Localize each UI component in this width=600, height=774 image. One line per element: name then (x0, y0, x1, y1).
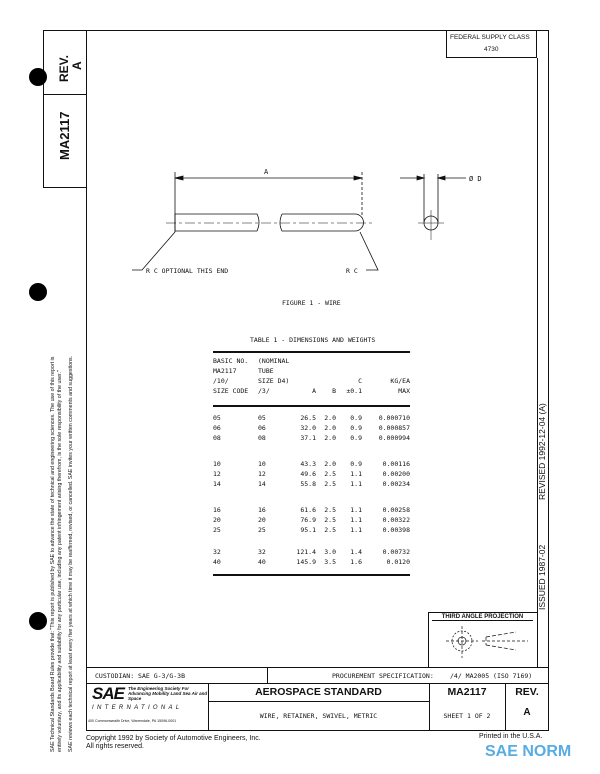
table-cell: 1.1 (350, 526, 362, 534)
table-cell: 37.1 (300, 434, 316, 442)
table-bottom-rule (213, 574, 410, 576)
title-rev-label: REV. (515, 686, 539, 698)
side-rev-label: REV. A (57, 55, 84, 82)
table-cell: 0.00116 (382, 460, 410, 468)
sae-tagline: The Engineering Society For Advancing Mobility Land Sea Air and Space (128, 686, 208, 701)
table-cell: 2.5 (324, 480, 336, 488)
table-header-cell: TUBE (258, 367, 274, 375)
table-cell: 08 (258, 434, 266, 442)
table-cell: 16 (258, 506, 266, 514)
table-cell: 1.1 (350, 516, 362, 524)
table-cell: 32.0 (300, 424, 316, 432)
table-cell: 25 (258, 526, 266, 534)
wire-right-segment (280, 214, 364, 231)
table-cell: 16 (213, 506, 221, 514)
table-header-cell: (NOMINAL (258, 357, 290, 365)
table-cell: 0.00258 (382, 506, 410, 514)
table-header-cell: /10/ (213, 377, 229, 385)
table-cell: 2.5 (324, 470, 336, 478)
table-header-cell: A (312, 387, 316, 395)
side-doc-number: MA2117 (57, 111, 72, 160)
table-header-cell: MA2117 (213, 367, 237, 375)
table-cell: 06 (258, 424, 266, 432)
table-cell: 20 (213, 516, 221, 524)
table-header-cell: BASIC NO. (213, 357, 249, 365)
arrow-right (354, 176, 362, 180)
d-arrow-left (417, 176, 424, 180)
table-cell: 2.5 (324, 526, 336, 534)
table-cell: 05 (258, 414, 266, 422)
table-cell: 2.0 (324, 460, 336, 468)
table-cell: 1.4 (350, 548, 362, 556)
leader-left (132, 232, 175, 270)
table-cell: 43.3 (300, 460, 316, 468)
table-cell: 32 (258, 548, 266, 556)
leader-right (360, 232, 378, 270)
table-cell: 2.0 (324, 434, 336, 442)
sae-address: 400 Commonwealth Drive, Warrendale, PA 15096-0001 (88, 719, 177, 723)
table-cell: 0.9 (350, 414, 362, 422)
table-header-cell: SIZE D4) (258, 377, 290, 385)
table-cell: 76.9 (300, 516, 316, 524)
table-cell: 25 (213, 526, 221, 534)
rc-left-label: R C OPTIONAL THIS END (146, 267, 229, 275)
title-doc-number: MA2117 (447, 686, 487, 698)
table-cell: 145.9 (296, 558, 316, 566)
table-cell: 0.00200 (382, 470, 410, 478)
document-subtitle: WIRE, RETAINER, SWIVEL, METRIC (259, 712, 378, 720)
sae-logo: SAE (92, 684, 124, 703)
revised-date: REVISED 1992-12-04 (A) (537, 403, 547, 500)
table-cell: 61.6 (300, 506, 316, 514)
table-header-rule (213, 405, 410, 407)
dim-d-label: Ø D (469, 175, 482, 183)
custodian: CUSTODIAN: SAE G-3/G-3B (95, 672, 186, 680)
table-cell: 3.5 (324, 558, 336, 566)
table-cell: 14 (213, 480, 221, 488)
table-cell: 0.000994 (378, 434, 410, 442)
table-cell: 1.1 (350, 506, 362, 514)
table-cell: 40 (213, 558, 221, 566)
table-cell: 0.9 (350, 460, 362, 468)
table-cell: 3.0 (324, 548, 336, 556)
table-cell: 14 (258, 480, 266, 488)
table-cell: 1.6 (350, 558, 362, 566)
third-angle-symbol-icon (428, 624, 536, 668)
table-cell: 32 (213, 548, 221, 556)
federal-supply-value: 4730 (484, 46, 499, 53)
table-cell: 40 (258, 558, 266, 566)
d-arrow-right (438, 176, 445, 180)
table-header-cell: MAX (398, 387, 410, 395)
sheet-number: SHEET 1 OF 2 (443, 712, 491, 720)
title-rev-value: A (523, 707, 531, 718)
table-cell: 2.5 (324, 516, 336, 524)
table-header-cell: ±0.1 (346, 387, 362, 395)
table-cell: 0.00322 (382, 516, 410, 524)
table-header-cell: /3/ (258, 387, 270, 395)
procurement-value: /4/ MA2005 (ISO 7169) (450, 672, 533, 680)
table-cell: 0.9 (350, 434, 362, 442)
federal-supply-label: FEDERAL SUPPLY CLASS (450, 34, 530, 41)
custodian-divider (267, 667, 268, 684)
table-cell: 10 (258, 460, 266, 468)
table-cell: 08 (213, 434, 221, 442)
side-notice: SAE Technical Standards Board Rules provide that: "This report is published by SAE to advance the state of technical and engineering sciences. The use of this report is entirely voluntary, and its applicability and suitability for any particular use, including any patent infringement arising therefrom, is the sole responsibility of the user." SAE reviews each technical report at least every five years at which time it may be reaffirmed, revised, or cancelled. SAE invites your written comments and suggestions. (50, 355, 74, 752)
table-cell: 12 (213, 470, 221, 478)
table-cell: 2.0 (324, 414, 336, 422)
table-cell: 0.00398 (382, 526, 410, 534)
table-cell: 121.4 (296, 548, 316, 556)
printed-in: Printed in the U.S.A. (479, 733, 543, 740)
table-header-cell: C (358, 377, 362, 385)
dim-a-label: A (264, 168, 269, 176)
table-cell: 0.9 (350, 424, 362, 432)
table-cell: 26.5 (300, 414, 316, 422)
rc-right-label: R C (346, 267, 358, 275)
table-cell: 55.8 (300, 480, 316, 488)
issued-date: ISSUED 1987-02 (537, 544, 547, 610)
document-heading: AEROSPACE STANDARD (255, 686, 382, 698)
sae-international: INTERNATIONAL (92, 705, 183, 711)
table-cell: 95.1 (300, 526, 316, 534)
table-cell: 1.1 (350, 480, 362, 488)
procurement-label: PROCUREMENT SPECIFICATION: (332, 672, 434, 680)
table-cell: 0.000857 (378, 424, 410, 432)
table-header-cell: SIZE CODE (213, 387, 249, 395)
table-title: TABLE 1 - DIMENSIONS AND WEIGHTS (250, 336, 376, 344)
table-cell: 2.5 (324, 506, 336, 514)
table-cell: 10 (213, 460, 221, 468)
table-cell: 12 (258, 470, 266, 478)
table-cell: 20 (258, 516, 266, 524)
title-row-divider (208, 701, 429, 702)
copyright: Copyright 1992 by Society of Automotive Engineers, Inc. All rights reserved. (86, 735, 261, 750)
table-cell: 0.000710 (378, 414, 410, 422)
table-cell: 05 (213, 414, 221, 422)
table-cell: 0.0120 (386, 558, 410, 566)
table-header-cell: B (332, 387, 336, 395)
table-cell: 2.0 (324, 424, 336, 432)
table-cell: 06 (213, 424, 221, 432)
table-cell: 0.00234 (382, 480, 410, 488)
sae-norm-watermark: SAE NORM (485, 743, 572, 760)
projection-label: THIRD ANGLE PROJECTION (432, 614, 533, 621)
table-header-cell: KG/EA (390, 377, 410, 385)
wire-left-segment (175, 214, 259, 231)
table-cell: 1.1 (350, 470, 362, 478)
table-cell: 49.6 (300, 470, 316, 478)
figure-caption: FIGURE 1 - WIRE (282, 299, 341, 307)
table-cell: 0.00732 (382, 548, 410, 556)
arrow-left (175, 176, 183, 180)
table-top-rule (213, 351, 410, 353)
